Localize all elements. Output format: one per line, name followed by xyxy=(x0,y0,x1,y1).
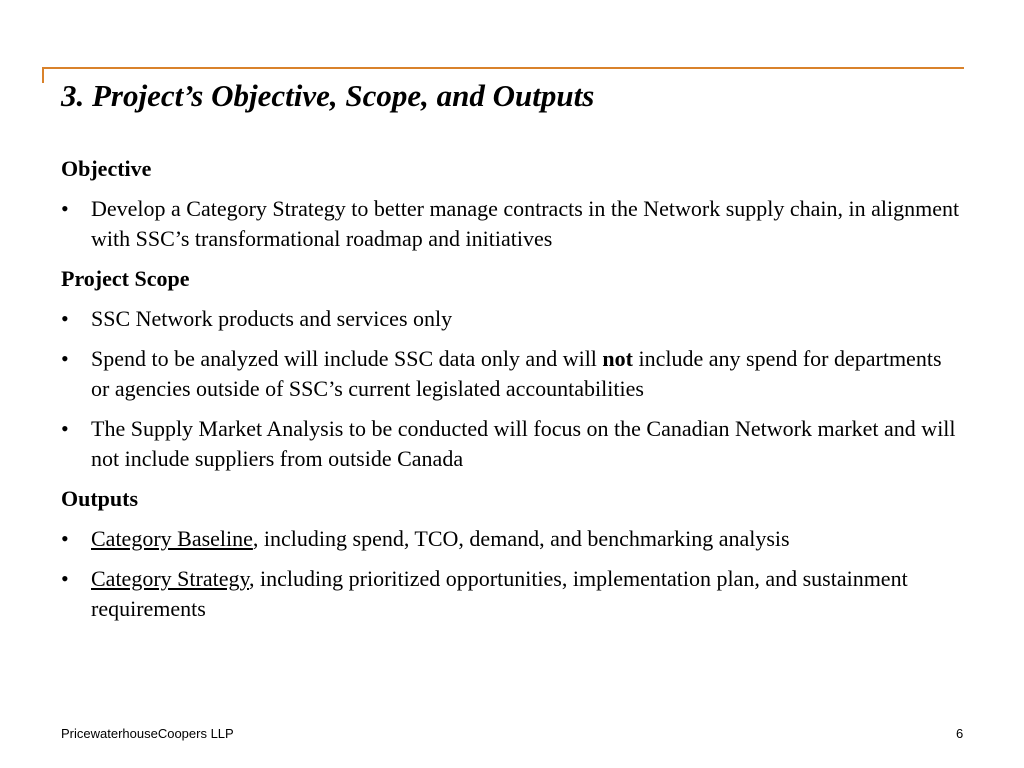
scope-text-start: Spend to be analyzed will include SSC data only and will xyxy=(91,346,603,371)
scope-emphasis: not xyxy=(602,346,633,371)
list-item xyxy=(61,524,961,554)
footer-company: PricewaterhouseCoopers LLP xyxy=(61,726,234,741)
slide-title: 3. Project’s Objective, Scope, and Outputs xyxy=(61,78,595,113)
outputs-heading: Outputs xyxy=(61,486,139,511)
page-number: 6 xyxy=(956,726,964,741)
bullet-icon: • xyxy=(61,566,69,591)
scope-list xyxy=(61,304,961,474)
category-baseline-link[interactable]: Category Baseline xyxy=(91,526,253,551)
list-item xyxy=(61,194,961,254)
objective-text: Develop a Category Strategy to better manage contracts in the Network supply chain, in alignment with SSC’s transformational roadmap and initiatives xyxy=(91,196,960,251)
bullet-icon: • xyxy=(61,526,69,551)
output-text: , including spend, TCO, demand, and benchmarking analysis xyxy=(252,526,790,551)
scope-text: SSC Network products and services only xyxy=(91,306,453,331)
title-accent-tick xyxy=(42,67,44,83)
objective-list xyxy=(61,194,961,254)
scope-heading: Project Scope xyxy=(61,266,190,291)
bullet-icon: • xyxy=(61,196,69,221)
category-strategy-link[interactable]: Category Strategy xyxy=(91,566,250,591)
title-accent-rule xyxy=(42,67,964,69)
scope-text-end: include any spend for departments or agencies outside of SSC’s current legislated accountabilities xyxy=(91,346,942,401)
bullet-icon: • xyxy=(61,416,69,441)
slide-body xyxy=(61,154,961,634)
scope-text: The Supply Market Analysis to be conducted will focus on the Canadian Network market and will not include suppliers from outside Canada xyxy=(91,416,956,471)
output-text: , including prioritized opportunities, implementation plan, and sustainment requirements xyxy=(91,566,908,621)
list-item xyxy=(61,304,961,334)
list-item xyxy=(61,344,961,404)
bullet-icon: • xyxy=(61,346,69,371)
bullet-icon: • xyxy=(61,306,69,331)
list-item xyxy=(61,414,961,474)
objective-heading: Objective xyxy=(61,156,152,181)
outputs-list xyxy=(61,524,961,624)
list-item xyxy=(61,564,961,624)
